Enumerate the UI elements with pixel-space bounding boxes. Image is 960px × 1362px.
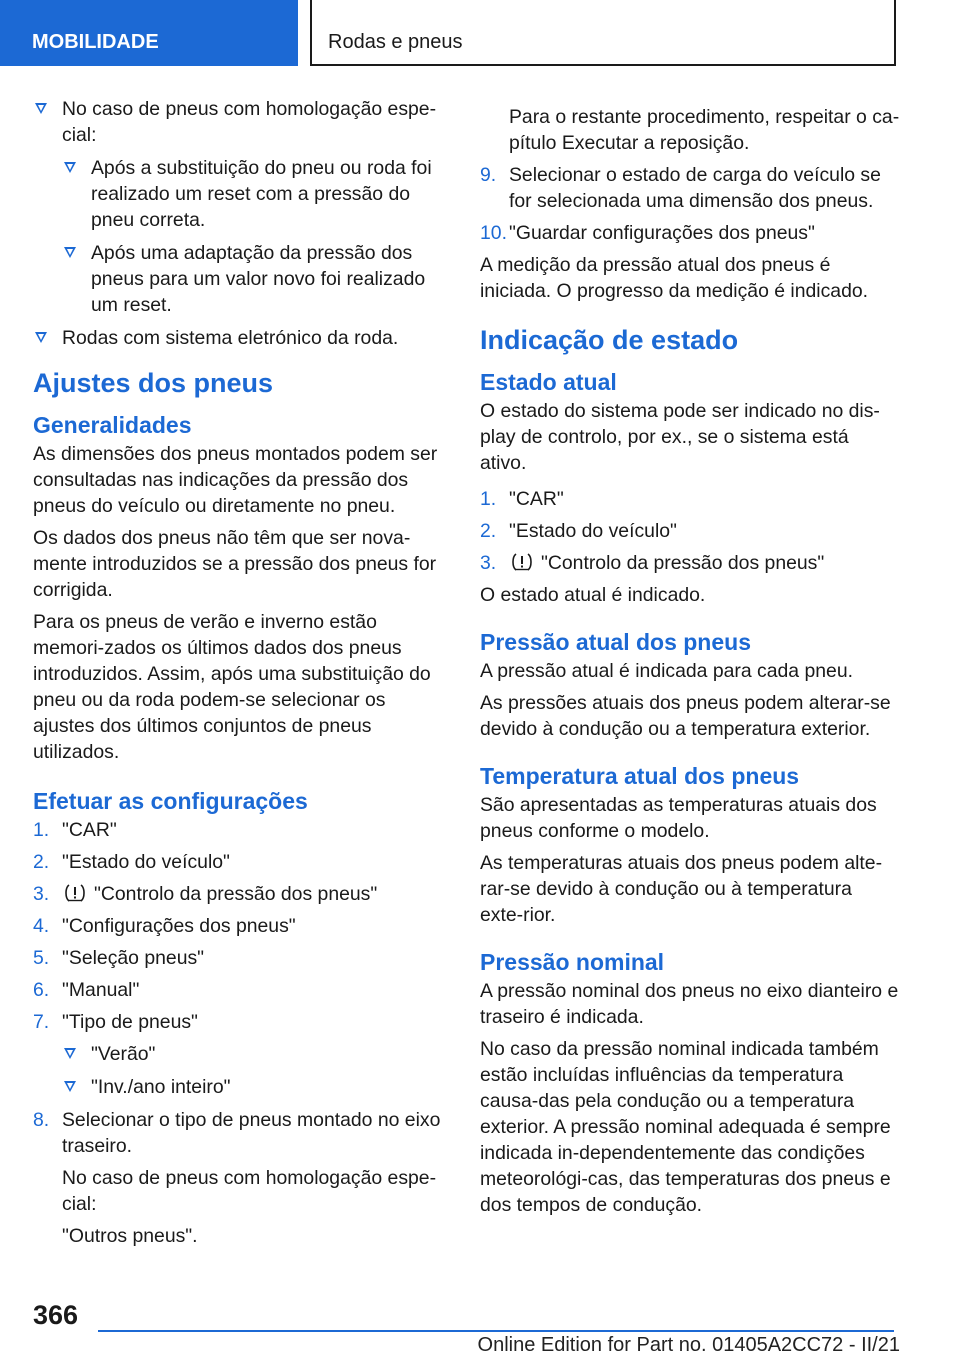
step-number: 3. [33, 883, 50, 905]
step-number: 2. [480, 520, 497, 542]
paragraph: São apresentadas as temperaturas atuais dos pneus conforme o modelo. [480, 794, 877, 842]
list-item [33, 325, 451, 351]
intro-list [33, 96, 451, 351]
paragraph: Os dados dos pneus não têm que ser nova-mente introduzidos se a pressão dos pneus for corrigida. [33, 527, 437, 601]
tire-pressure-warning-icon [64, 883, 86, 903]
step-item [33, 977, 451, 1003]
step-text: Selecionar o estado de carga do veículo se for selecionada uma dimensão dos pneus. [509, 164, 881, 212]
step-item [480, 220, 900, 246]
right-column [480, 104, 900, 1224]
step-text: "Estado do veículo" [62, 851, 230, 873]
step-item [480, 518, 900, 544]
step-text: Selecionar o tipo de pneus montado no eixo traseiro. [62, 1109, 441, 1157]
step-number: 4. [33, 915, 50, 937]
list-item [62, 240, 451, 318]
step-text: "Guardar configurações dos pneus" [509, 222, 815, 244]
paragraph: Para o restante procedimento, respeitar o ca-pítulo Executar a reposição. [509, 106, 900, 154]
chapter-title: Rodas e pneus [310, 0, 896, 66]
footer-divider [98, 1330, 894, 1332]
paragraph: No caso da pressão nominal indicada também estão incluídas influências da temperatura causa-das pela condução ou a temperatura exterior. A pressão nominal adequada é sempre indicada in-dependentemente das condições meteorológi-cas, das temperaturas dos pneus e dos tempos de condução. [480, 1038, 891, 1216]
list-item-text: Rodas com sistema eletrónico da roda. [62, 327, 399, 349]
tire-type-sublist [62, 1041, 451, 1100]
left-column [33, 96, 451, 1255]
steps-list-continued [480, 162, 900, 246]
list-item-text: No caso de pneus com homologação espe-cial: [62, 98, 437, 146]
list-item [33, 96, 451, 318]
heading-efetuar: Efetuar as configurações [33, 788, 308, 814]
step-text: "Controlo da pressão dos pneus" [94, 883, 378, 905]
triangle-bullet-icon [64, 1081, 76, 1092]
tire-pressure-warning-icon [511, 552, 533, 572]
list-item-text: Após a substituição do pneu ou roda foi realizado um reset com a pressão do pneu correta. [91, 157, 432, 231]
step-item [33, 1107, 451, 1249]
step-number: 1. [33, 819, 50, 841]
paragraph: No caso de pneus com homologação espe-cial: [62, 1167, 437, 1215]
section-tab: MOBILIDADE [0, 0, 298, 66]
paragraph: As dimensões dos pneus montados podem ser consultadas nas indicações da pressão dos pneus do veículo ou diretamente no pneu. [33, 443, 438, 517]
step-item [480, 486, 900, 512]
step-number: 7. [33, 1011, 50, 1033]
step-item [33, 817, 451, 843]
paragraph: O estado do sistema pode ser indicado no dis-play de controlo, por ex., se o sistema está ativo. [480, 400, 880, 474]
heading-temperatura: Temperatura atual dos pneus [480, 763, 800, 789]
list-item [62, 1041, 451, 1067]
triangle-bullet-icon [35, 103, 47, 114]
step-text: "Configurações dos pneus" [62, 915, 296, 937]
step-number: 8. [33, 1109, 50, 1131]
heading-indicacao: Indicação de estado [480, 325, 739, 355]
estado-steps-list [480, 486, 900, 576]
step-item [33, 849, 451, 875]
heading-generalidades: Generalidades [33, 412, 192, 438]
step-number: 5. [33, 947, 50, 969]
step-number: 6. [33, 979, 50, 1001]
step-number: 1. [480, 488, 497, 510]
step-text: "Manual" [62, 979, 140, 1001]
paragraph: Para os pneus de verão e inverno estão memori-zados os últimos dados dos pneus introduzidos. Assim, após uma substituição do pneu ou da roda podem-se selecionar os ajustes dos últimos conjuntos de pneus utilizados. [33, 611, 431, 763]
paragraph: "Outros pneus". [62, 1225, 198, 1247]
step-text: "Estado do veículo" [509, 520, 677, 542]
list-item [62, 155, 451, 233]
triangle-bullet-icon [64, 1048, 76, 1059]
step-item [480, 550, 900, 576]
triangle-bullet-icon [64, 247, 76, 258]
list-item [62, 1074, 451, 1100]
step-item [480, 162, 900, 214]
list-item-text: "Verão" [91, 1043, 156, 1065]
edition-note: Online Edition for Part no. 01405A2CC72 - II/21 [477, 1334, 900, 1356]
steps-list [33, 817, 451, 1249]
list-item-text: "Inv./ano inteiro" [91, 1076, 231, 1098]
heading-pressao-nominal: Pressão nominal [480, 949, 665, 975]
step-text: "CAR" [62, 819, 117, 841]
heading-estado: Estado atual [480, 369, 617, 395]
step-number: 2. [33, 851, 50, 873]
step-item [33, 881, 451, 907]
step-number: 9. [480, 164, 497, 186]
paragraph: A medição da pressão atual dos pneus é iniciada. O progresso da medição é indicado. [480, 254, 869, 302]
step-item [33, 913, 451, 939]
paragraph: A pressão nominal dos pneus no eixo dianteiro e traseiro é indicada. [480, 980, 899, 1028]
page-number: 366 [33, 1300, 79, 1330]
paragraph: A pressão atual é indicada para cada pneu. [480, 660, 854, 682]
heading-ajustes: Ajustes dos pneus [33, 368, 274, 398]
step-text: "Seleção pneus" [62, 947, 205, 969]
paragraph: As temperaturas atuais dos pneus podem alte-rar-se devido à condução ou à temperatura exte-rior. [480, 852, 883, 926]
step-text: "CAR" [509, 488, 564, 510]
triangle-bullet-icon [64, 162, 76, 173]
list-item-text: Após uma adaptação da pressão dos pneus para um valor novo foi realizado um reset. [91, 242, 426, 316]
intro-sublist [62, 155, 451, 318]
step-number: 3. [480, 552, 497, 574]
step-text: "Tipo de pneus" [62, 1011, 198, 1033]
step-text: "Controlo da pressão dos pneus" [541, 552, 825, 574]
step-number: 10. [480, 222, 507, 244]
paragraph: O estado atual é indicado. [480, 584, 706, 606]
triangle-bullet-icon [35, 332, 47, 343]
heading-pressao-atual: Pressão atual dos pneus [480, 629, 751, 655]
step-item [33, 945, 451, 971]
page-header [0, 0, 960, 66]
step-item [33, 1009, 451, 1100]
paragraph: As pressões atuais dos pneus podem alterar-se devido à condução ou a temperatura exterior. [480, 692, 891, 740]
